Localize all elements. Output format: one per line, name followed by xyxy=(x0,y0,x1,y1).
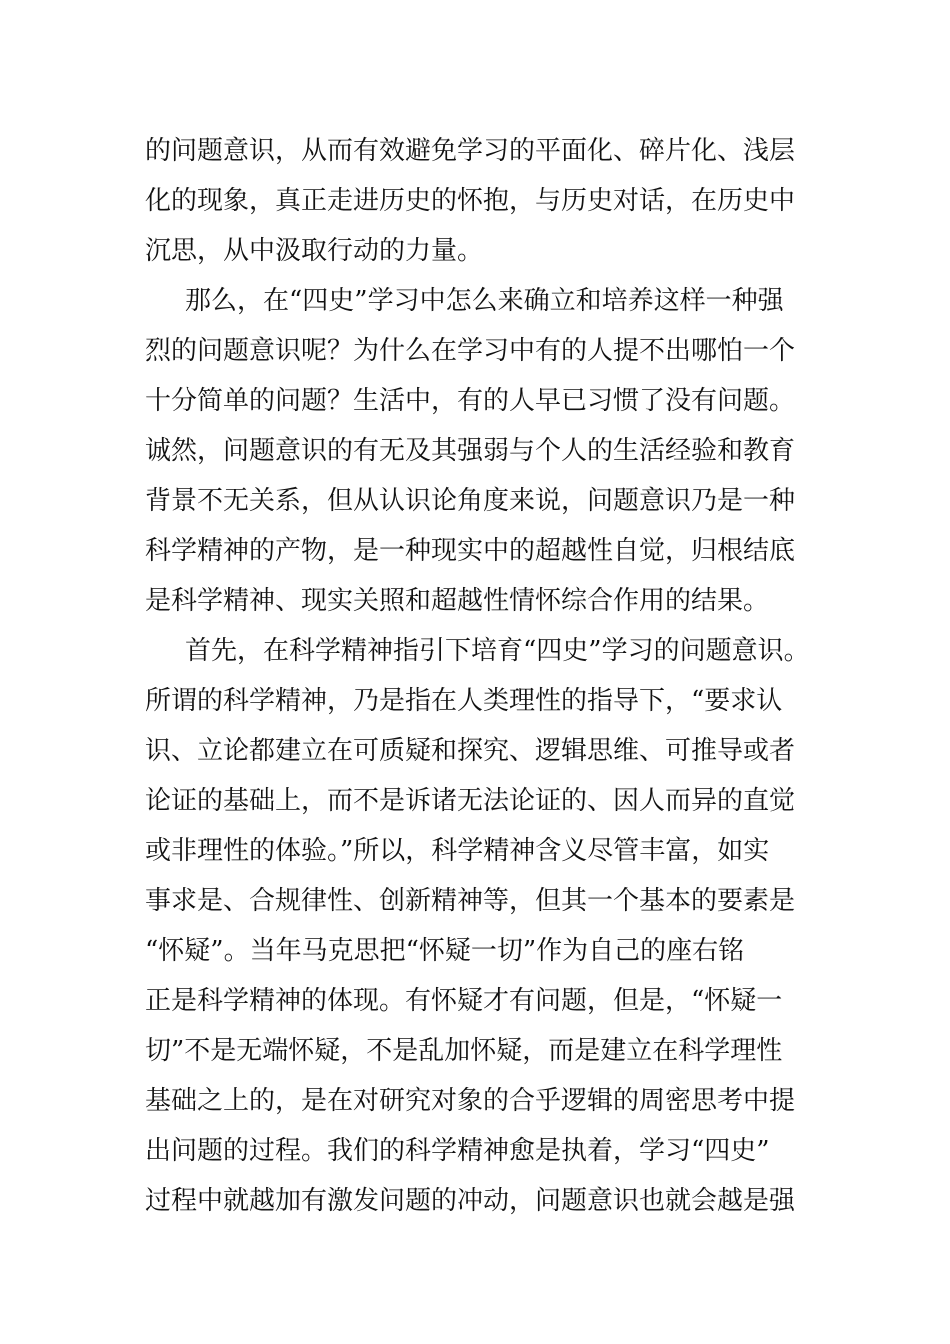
text-line: 事求是、合规律性、创新精神等，但其一个基本的要素是 xyxy=(145,886,796,916)
text-line: 切”不是无端怀疑，不是乱加怀疑，而是建立在科学理性 xyxy=(145,1036,783,1066)
text-line: 的问题意识，从而有效避免学习的平面化、碎片化、浅层 xyxy=(145,136,796,166)
text-line: 所谓的科学精神，乃是指在人类理性的指导下，“要求认 xyxy=(145,686,783,716)
text-line: 或非理性的体验。”所以，科学精神含义尽管丰富，如实 xyxy=(145,836,770,866)
paragraph-first-line: 首先，在科学精神指引下培育“四史”学习的问题意识。 xyxy=(185,636,810,666)
text-line: 化的现象，真正走进历史的怀抱，与历史对话，在历史中 xyxy=(145,186,796,216)
paragraph-first-line: 那么，在“四史”学习中怎么来确立和培养这样一种强 xyxy=(185,286,784,316)
text-line: 诚然，问题意识的有无及其强弱与个人的生活经验和教育 xyxy=(145,436,796,466)
text-line: 论证的基础上，而不是诉诸无法论证的、因人而异的直觉 xyxy=(145,786,796,816)
text-line: 烈的问题意识呢？为什么在学习中有的人提不出哪怕一个 xyxy=(145,336,796,366)
text-line: 背景不无关系，但从认识论角度来说，问题意识乃是一种 xyxy=(145,486,796,516)
text-line: 过程中就越加有激发问题的冲动，问题意识也就会越是强 xyxy=(145,1186,796,1216)
text-line: “怀疑”。当年马克思把“怀疑一切”作为自己的座右铭 xyxy=(145,936,745,966)
text-line: 沉思，从中汲取行动的力量。 xyxy=(145,236,484,266)
text-line: 出问题的过程。我们的科学精神愈是执着，学习“四史” xyxy=(145,1136,770,1166)
text-line: 识、立论都建立在可质疑和探究、逻辑思维、可推导或者 xyxy=(145,736,796,766)
text-line: 正是科学精神的体现。有怀疑才有问题，但是，“怀疑一 xyxy=(145,986,783,1016)
text-line: 十分简单的问题？生活中，有的人早已习惯了没有问题。 xyxy=(145,386,796,416)
text-line: 是科学精神、现实关照和超越性情怀综合作用的结果。 xyxy=(145,586,770,616)
text-line: 科学精神的产物，是一种现实中的超越性自觉，归根结底 xyxy=(145,536,796,566)
text-line: 基础之上的，是在对研究对象的合乎逻辑的周密思考中提 xyxy=(145,1086,796,1116)
